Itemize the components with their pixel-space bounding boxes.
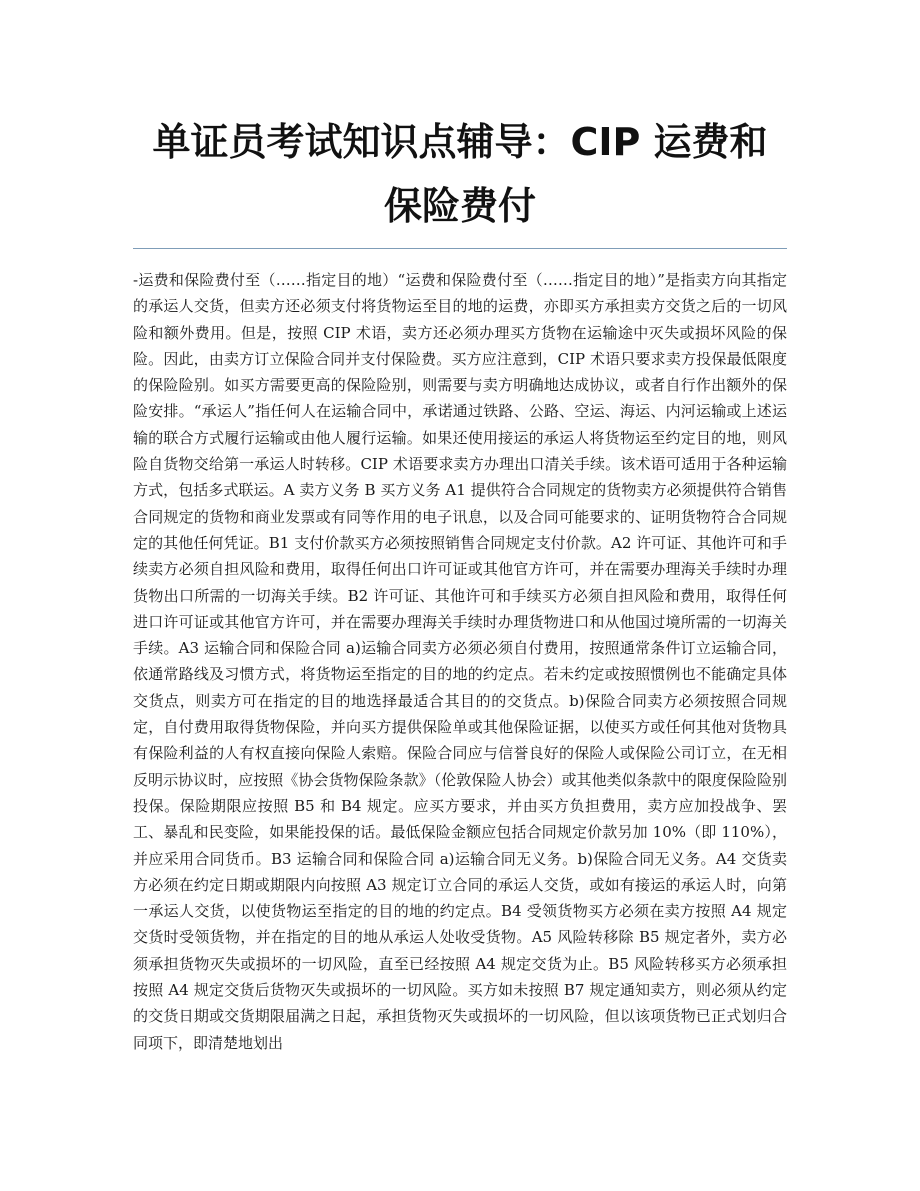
document-body: -运费和保险费付至（……指定目的地）“运费和保险费付至（……指定目的地）”是指卖方向其指定的承运人交货，但卖方还必须支付将货物运至目的地的运费，亦即买方承担卖方交货之后的一切风险和额外费用。但是，按照 CIP 术语，卖方还必须办理买方货物在运输途中灭失或损坏风险的保险。因此，由卖方订立保险合同并支付保险费。买方应注意到，CIP 术语只要求卖方投保最低限度的保险险别。如买方需要更高的保险险别，则需要与卖方明确地达成协议，或者自行作出额外的保险安排。“承运人”指任何人在运输合同中，承诺通过铁路、公路、空运、海运、内河运输或上述运输的联合方式履行运输或由他人履行运输。如果还使用接运的承运人将货物运至约定目的地，则风险自货物交给第一承运人时转移。CIP 术语要求卖方办理出口清关手续。该术语可适用于各种运输方式，包括多式联运。A 卖方义务 B 买方义务 A1 提供符合合同规定的货物卖方必须提供符合销售合同规定的货物和商业发票或有同等作用的电子讯息，以及合同可能要求的、证明货物符合合同规定的其他任何凭证。B1 支付价款买方必须按照销售合同规定支付价款。A2 许可证、其他许可和手续卖方必须自担风险和费用，取得任何出口许可证或其他官方许可，并在需要办理海关手续时办理货物出口所需的一切海关手续。B2 许可证、其他许可和手续买方必须自担风险和费用，取得任何进口许可证或其他官方许可，并在需要办理海关手续时办理货物进口和从他国过境所需的一切海关手续。A3 运输合同和保险合同 a)运输合同卖方必须必须自付费用，按照通常条件订立运输合同，依通常路线及习惯方式，将货物运至指定的目的地的约定点。若未约定或按照惯例也不能确定具体交货点，则卖方可在指定的目的地选择最适合其目的的交货点。b)保险合同卖方必须按照合同规定，自付费用取得货物保险，并向买方提供保险单或其他保险证据，以使买方或任何其他对货物具有保险利益的人有权直接向保险人索赔。保险合同应与信誉良好的保险人或保险公司订立，在无相反明示协议时，应按照《协会货物保险条款》（伦敦保险人协会）或其他类似条款中的限度保险险别投保。保险期限应按照 B5 和 B4 规定。应买方要求，并由买方负担费用，卖方应加投战争、罢工、暴乱和民变险，如果能投保的话。最低保险金额应包括合同规定价款另加 10%（即 110%），并应采用合同货币。B3 运输合同和保险合同 a)运输合同无义务。b)保险合同无义务。A4 交货卖方必须在约定日期或期限内向按照 A3 规定订立合同的承运人交货，或如有接运的承运人时，向第一承运人交货，以使货物运至指定的目的地的约定点。B4 受领货物买方必须在卖方按照 A4 规定交货时受领货物，并在指定的目的地从承运人处收受货物。A5 风险转移除 B5 规定者外，卖方必须承担货物灭失或损坏的一切风险，直至已经按照 A4 规定交货为止。B5 风险转移买方必须承担按照 A4 规定交货后货物灭失或损坏的一切风险。买方如未按照 B7 规定通知卖方，则必须从约定的交货日期或交货期限届满之日起，承担货物灭失或损坏的一切风险，但以该项货物已正式划归合同项下，即清楚地划出 [133,271,787,1052]
document-title: 单证员考试知识点辅导：CIP 运费和 保险费付 [152,120,768,228]
title-divider [133,248,787,249]
